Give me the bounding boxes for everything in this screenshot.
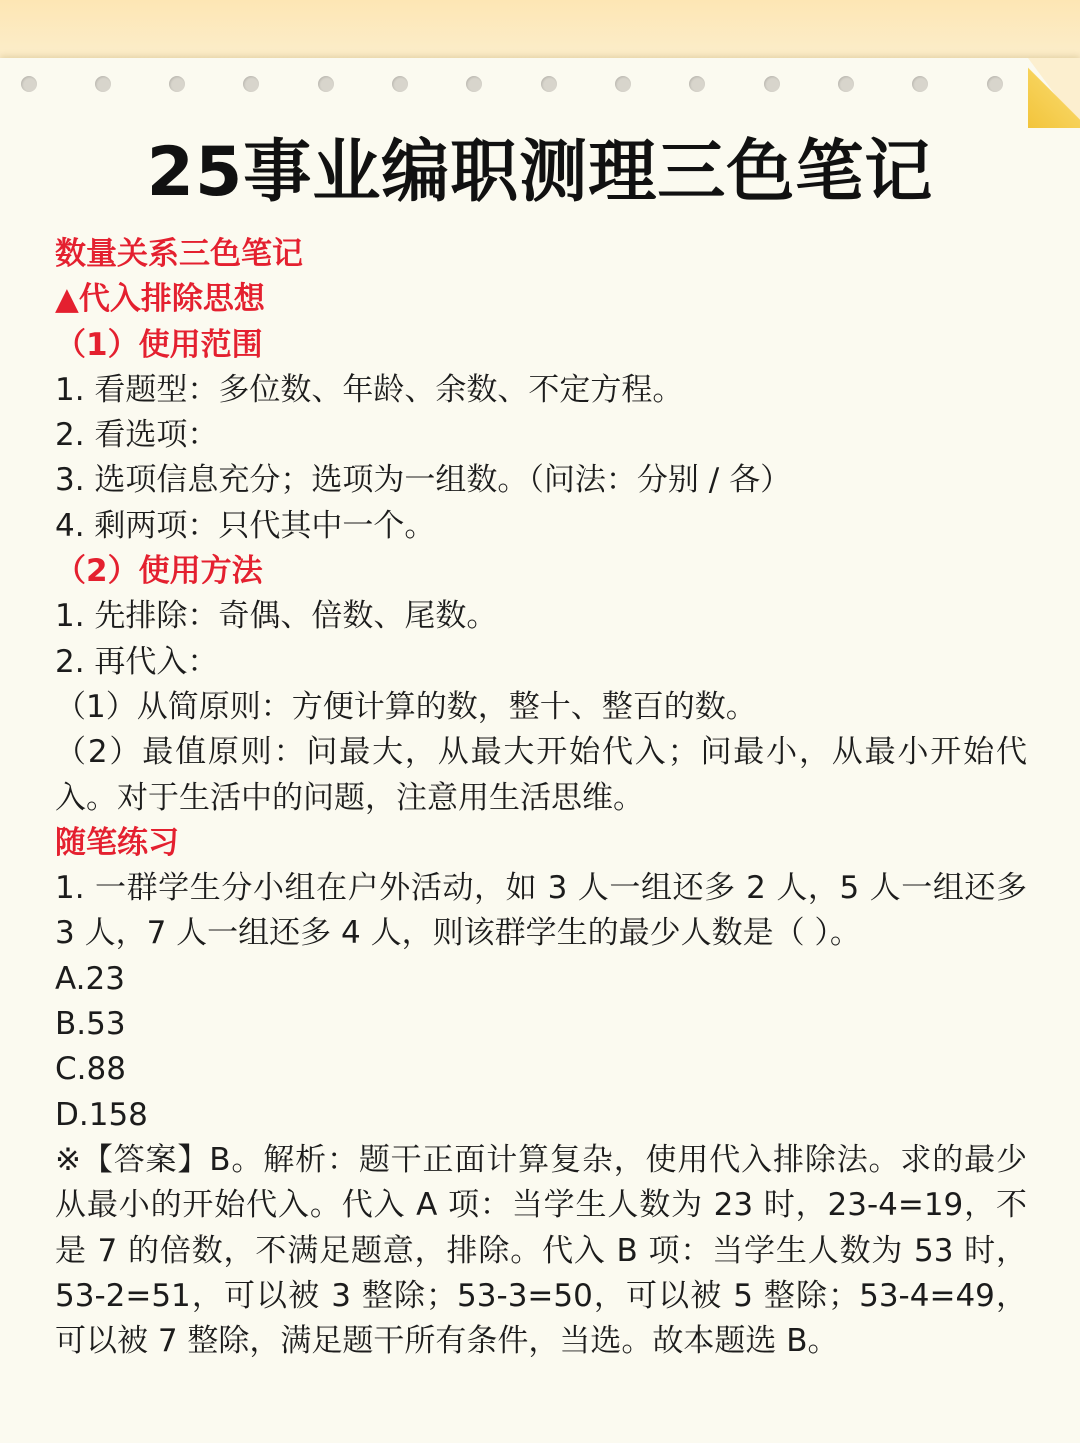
binder-hole bbox=[392, 76, 408, 92]
binder-holes bbox=[0, 76, 1080, 96]
binder-hole bbox=[541, 76, 557, 92]
part2-item: 1. 先排除：奇偶、倍数、尾数。 bbox=[55, 598, 498, 635]
topic-heading: ▲代入排除思想 bbox=[55, 281, 265, 318]
answer-option: B.53 bbox=[55, 1006, 126, 1043]
binder-hole bbox=[169, 76, 185, 92]
binder-hole bbox=[912, 76, 928, 92]
binder-hole bbox=[21, 76, 37, 92]
part2-heading: （2）使用方法 bbox=[55, 553, 263, 590]
note-content bbox=[55, 232, 1027, 1364]
practice-heading: 随笔练习 bbox=[55, 824, 179, 861]
part1-heading: （1）使用范围 bbox=[55, 326, 263, 363]
part1-item: 2. 看选项： bbox=[55, 417, 219, 454]
section-title: 数量关系三色笔记 bbox=[55, 236, 303, 272]
binder-hole bbox=[95, 76, 111, 92]
answer-option: A.23 bbox=[55, 960, 125, 997]
answer-option: C.88 bbox=[55, 1051, 126, 1088]
answer-option: D.158 bbox=[55, 1096, 148, 1133]
part1-item: 3. 选项信息充分；选项为一组数。（问法：分别 / 各） bbox=[55, 462, 792, 499]
binder-hole bbox=[764, 76, 780, 92]
part2-item: （2）最值原则：问最大，从最大开始代入；问最小，从最小开始代入。对于生活中的问题，注意用生活思维。 bbox=[55, 734, 1027, 816]
binder-hole bbox=[243, 76, 259, 92]
binder-hole bbox=[987, 76, 1003, 92]
binder-hole bbox=[615, 76, 631, 92]
practice-question: 1. 一群学生分小组在户外活动，如 3 人一组还多 2 人，5 人一组还多 3 人，7 人一组还多 4 人，则该群学生的最少人数是（ ）。 bbox=[55, 870, 1027, 952]
binder-hole bbox=[466, 76, 482, 92]
part1-item: 1. 看题型：多位数、年龄、余数、不定方程。 bbox=[55, 371, 684, 408]
answer-explanation: ※【答案】B。解析：题干正面计算复杂，使用代入排除法。求的最少从最小的开始代入。代入 A 项：当学生人数为 23 时，23-4=19，不是 7 的倍数，不满足题意，排除。代入 B 项：当学生人数为 53 时，53-2=51，可以被 3 整除；53-3=50，可以被 5 整除；53-4=49，可以被 7 整除，满足题干所有条件，当选。故本题选 B。 bbox=[55, 1141, 1027, 1360]
part2-item: （1）从简原则：方便计算的数，整十、整百的数。 bbox=[55, 688, 757, 725]
page-title: 25事业编职测理三色笔记 bbox=[146, 133, 934, 212]
binder-hole bbox=[318, 76, 334, 92]
part1-item: 4. 剩两项：只代其中一个。 bbox=[55, 507, 436, 544]
binder-hole bbox=[838, 76, 854, 92]
part2-item: 2. 再代入： bbox=[55, 643, 219, 680]
binder-hole bbox=[689, 76, 705, 92]
